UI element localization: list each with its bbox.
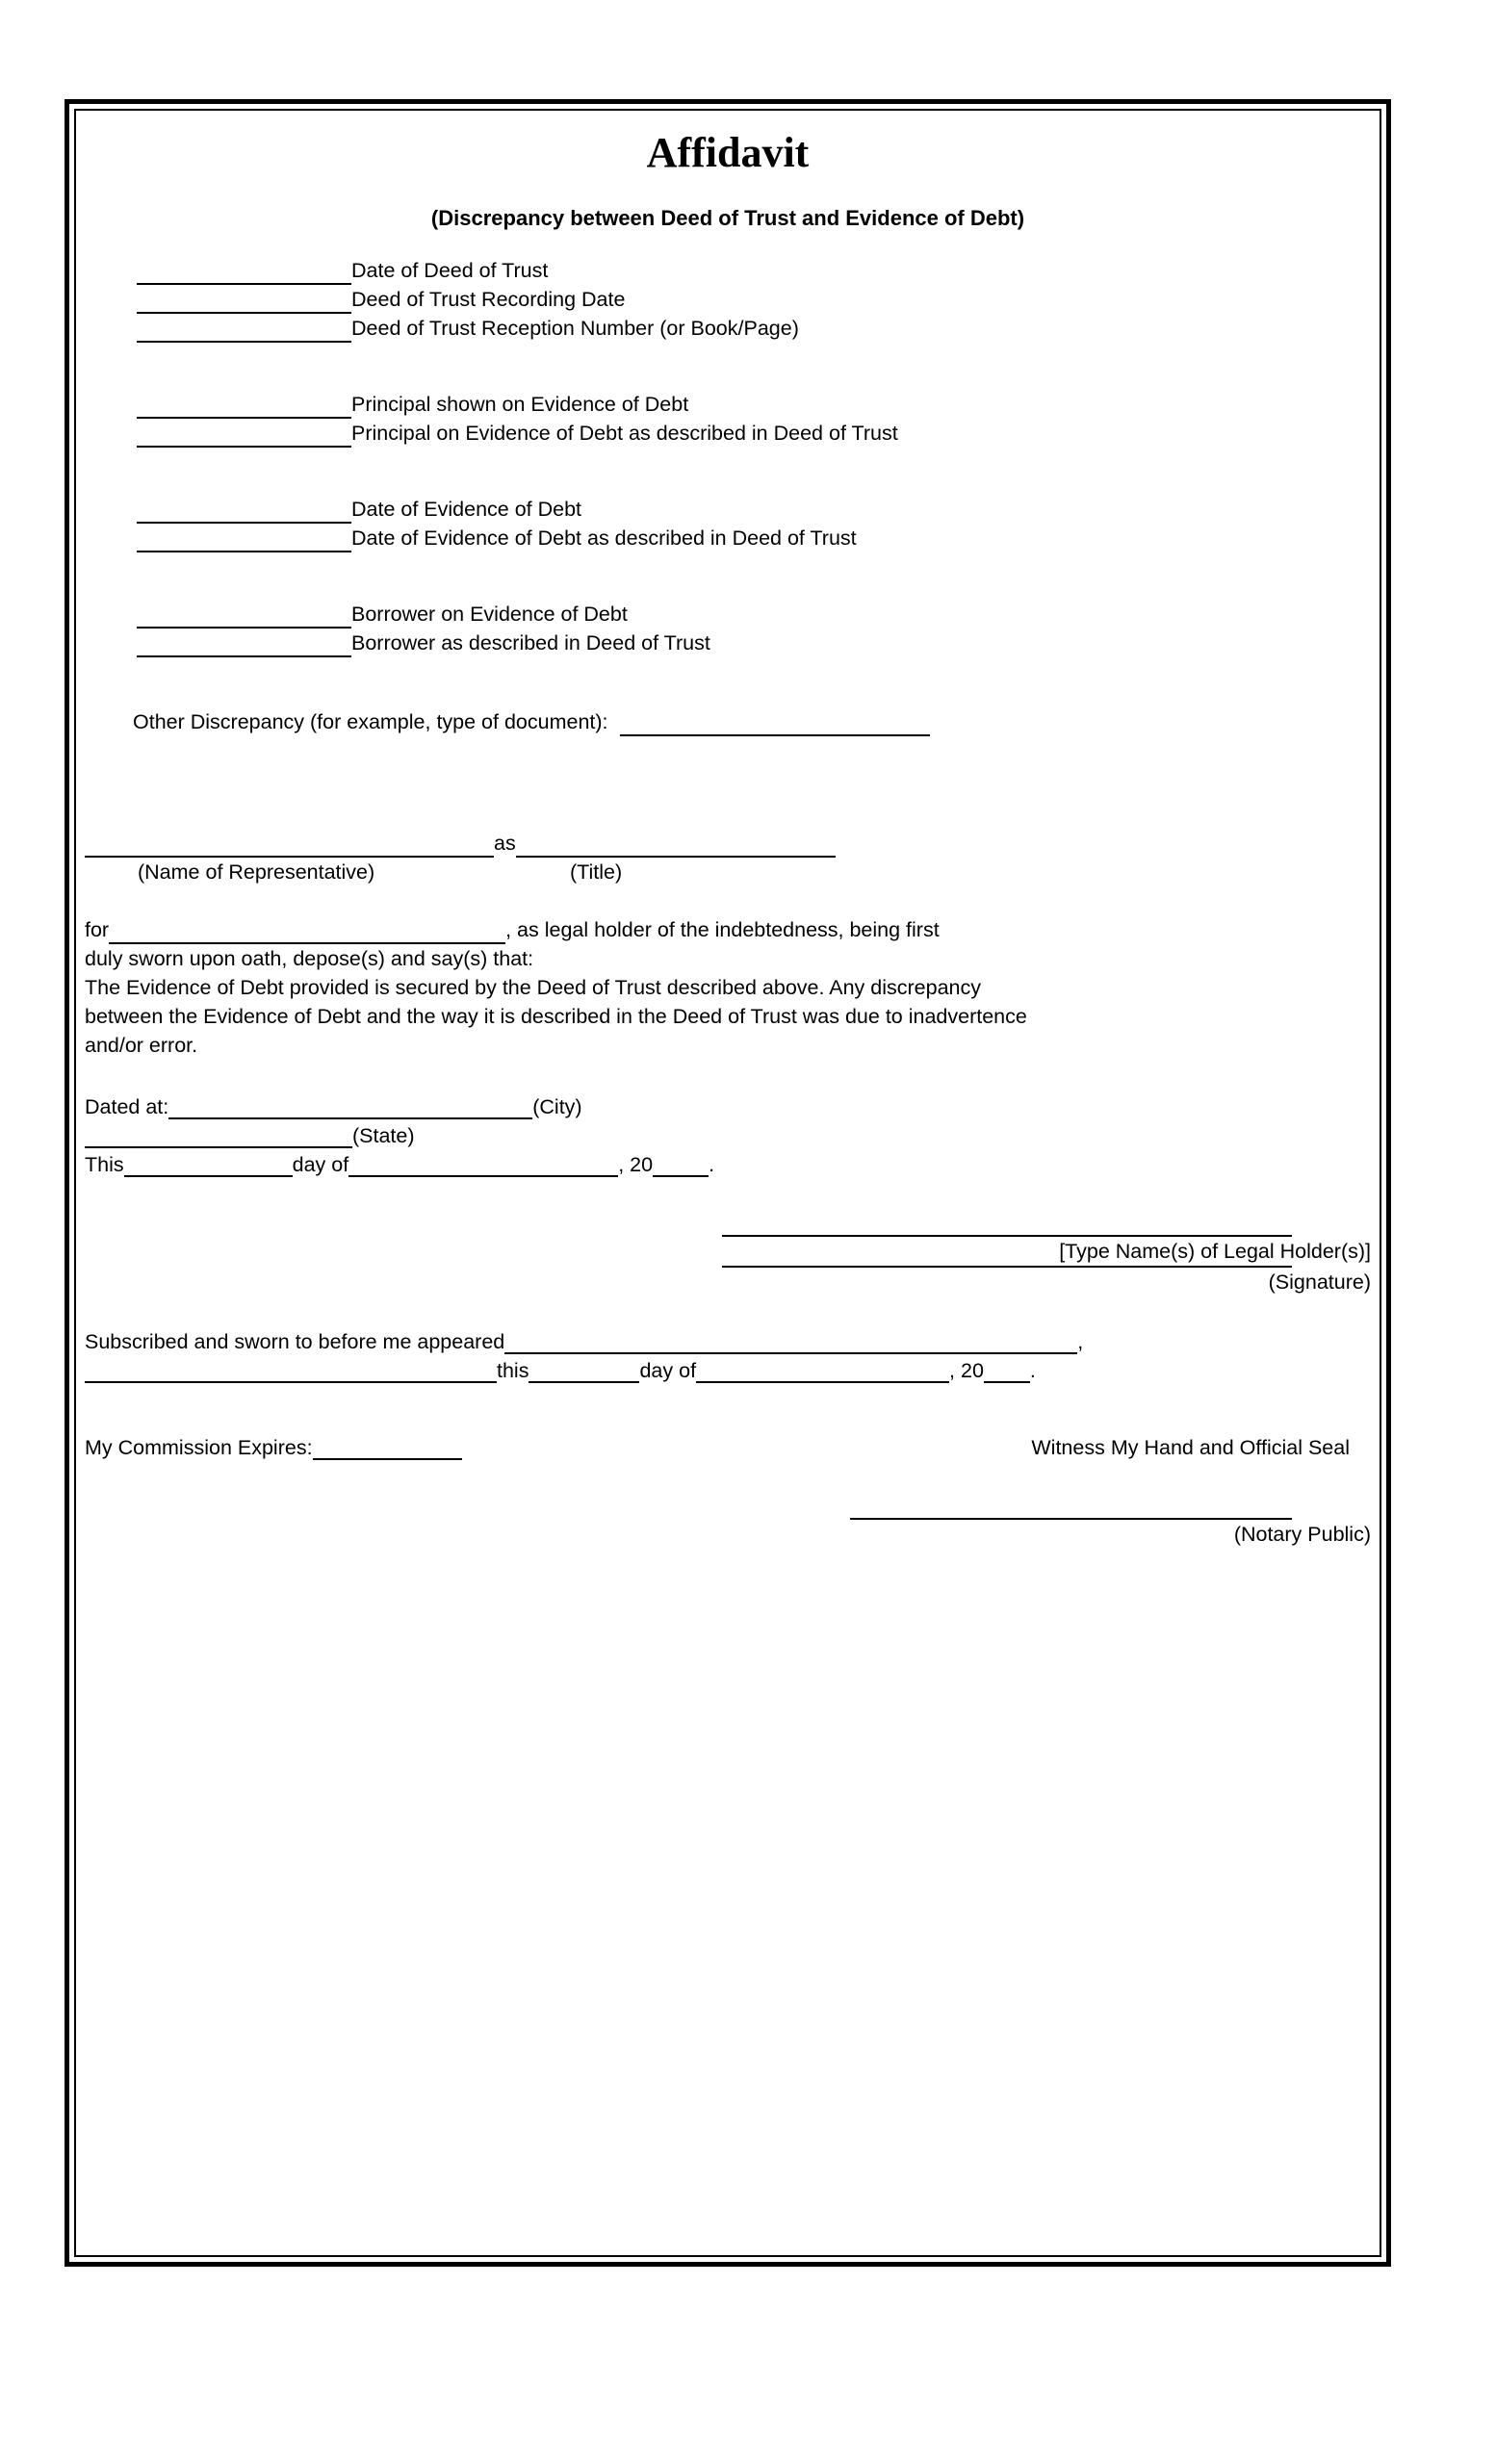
other-discrepancy-row <box>85 707 1371 736</box>
blank-borrower-described[interactable] <box>137 634 351 657</box>
blank-month[interactable] <box>348 1154 618 1177</box>
page-title: Affidavit <box>646 129 810 176</box>
for-label: for <box>85 918 110 942</box>
representative-line <box>85 829 1371 858</box>
body-line-2: duly sworn upon oath, depose(s) and say(s) that: <box>85 947 534 971</box>
blank-commission-expires[interactable] <box>313 1437 462 1460</box>
field-label: Date of Evidence of Debt as described in Deed of Trust <box>351 526 857 551</box>
day-of-label: day of <box>292 1153 349 1177</box>
blank-date-evidence-described[interactable] <box>137 529 351 552</box>
subscribed-sworn-section <box>85 1325 1371 1383</box>
representative-captions <box>85 860 1371 889</box>
notary-public-caption: (Notary Public) <box>1233 1523 1371 1547</box>
blank-subscribed-year[interactable] <box>984 1360 1030 1383</box>
commission-expires-label: My Commission Expires: <box>85 1436 313 1460</box>
blank-principal-described[interactable] <box>137 424 351 448</box>
field-row-borrower-described <box>85 629 1371 657</box>
principal-fields <box>85 390 1371 448</box>
subscribed-appeared-line <box>85 1325 1371 1354</box>
subscribed-year-prefix: , 20 <box>949 1359 984 1383</box>
blank-date-evidence-of-debt[interactable] <box>137 500 351 524</box>
field-label: Deed of Trust Reception Number (or Book/Page) <box>351 317 799 341</box>
subscribed-date-line <box>85 1354 1371 1383</box>
dated-this-day-line <box>85 1148 1371 1177</box>
field-row-borrower-evidence <box>85 600 1371 629</box>
other-discrepancy-label: Other Discrepancy (for example, type of document): <box>133 710 608 734</box>
field-label: Date of Deed of Trust <box>351 259 549 283</box>
blank-day-number[interactable] <box>124 1154 293 1177</box>
blank-other-discrepancy[interactable] <box>620 713 930 736</box>
year-prefix: , 20 <box>618 1153 654 1177</box>
representative-as-label: as <box>494 832 516 856</box>
this-label: This <box>85 1153 124 1177</box>
blank-year[interactable] <box>653 1154 709 1177</box>
name-of-representative-caption: (Name of Representative) <box>138 860 375 885</box>
dated-at-section <box>85 1091 1371 1177</box>
blank-appeared-name-cont[interactable] <box>85 1360 497 1383</box>
title-caption: (Title) <box>570 860 623 885</box>
field-row-principal-described <box>85 419 1371 448</box>
blank-deed-recording-date[interactable] <box>137 291 351 314</box>
subscribed-tail: , <box>1077 1330 1084 1354</box>
blank-representative-name[interactable] <box>85 834 494 858</box>
blank-principal-shown[interactable] <box>137 396 351 419</box>
document-subtitle: (Discrepancy between Deed of Trust and Evidence of Debt) <box>430 206 1025 231</box>
evidence-date-fields <box>85 495 1371 552</box>
signature-caption: (Signature) <box>1268 1270 1371 1295</box>
field-label: Date of Evidence of Debt <box>351 498 582 522</box>
field-row-date-evidence-of-debt <box>85 495 1371 524</box>
notary-signature-block <box>85 1518 1371 1549</box>
body-for-line <box>85 915 1371 944</box>
blank-date-of-deed-of-trust[interactable] <box>137 262 351 285</box>
dated-at-state-line <box>85 1119 1371 1148</box>
field-label: Deed of Trust Recording Date <box>351 288 626 312</box>
field-label: Principal on Evidence of Debt as described in Deed of Trust <box>351 422 898 446</box>
subscribed-period: . <box>1029 1359 1036 1383</box>
body-line-4: between the Evidence of Debt and the way it is described in the Deed of Trust was due to inadvertence <box>85 1005 1027 1029</box>
blank-city[interactable] <box>168 1096 532 1119</box>
borrower-fields <box>85 600 1371 657</box>
city-caption: (City) <box>532 1095 582 1119</box>
blank-appeared-name[interactable] <box>504 1331 1077 1354</box>
body-line-3: The Evidence of Debt provided is secured by the Deed of Trust described above. Any discrepancy <box>85 976 981 1000</box>
witness-seal-label: Witness My Hand and Official Seal <box>1031 1436 1350 1460</box>
field-row-deed-recording-date <box>85 285 1371 314</box>
body-line-5: and/or error. <box>85 1034 198 1058</box>
field-label: Borrower as described in Deed of Trust <box>351 631 710 655</box>
dated-at-label: Dated at: <box>85 1095 169 1119</box>
subscribed-this-label: this <box>497 1359 529 1383</box>
period: . <box>709 1153 715 1177</box>
for-tail-text: , as legal holder of the indebtedness, being first <box>505 918 940 942</box>
field-row-deed-reception-number <box>85 314 1371 343</box>
blank-representative-title[interactable] <box>516 834 836 858</box>
field-row-principal-shown <box>85 390 1371 419</box>
legal-holder-signature-block <box>85 1235 1371 1296</box>
field-label: Borrower on Evidence of Debt <box>351 603 628 627</box>
field-label: Principal shown on Evidence of Debt <box>351 393 689 417</box>
field-row-date-of-deed-of-trust <box>85 256 1371 285</box>
field-row-date-evidence-described <box>85 524 1371 552</box>
subscribed-day-of-label: day of <box>639 1359 697 1383</box>
document-content <box>85 109 1371 1549</box>
blank-subscribed-month[interactable] <box>696 1360 949 1383</box>
blank-legal-holder-name[interactable] <box>109 921 505 944</box>
dated-at-city-line <box>85 1091 1371 1119</box>
blank-state[interactable] <box>85 1125 352 1148</box>
blank-subscribed-day-number[interactable] <box>529 1360 639 1383</box>
state-caption: (State) <box>352 1124 415 1148</box>
type-name-caption: [Type Name(s) of Legal Holder(s)] <box>1059 1240 1371 1264</box>
subscribed-label: Subscribed and sworn to before me appeared <box>85 1330 505 1354</box>
affidavit-body <box>85 915 1371 1060</box>
blank-deed-reception-number[interactable] <box>137 320 351 343</box>
blank-borrower-evidence[interactable] <box>137 605 351 629</box>
deed-of-trust-fields <box>85 256 1371 343</box>
commission-witness-row <box>85 1431 1371 1460</box>
